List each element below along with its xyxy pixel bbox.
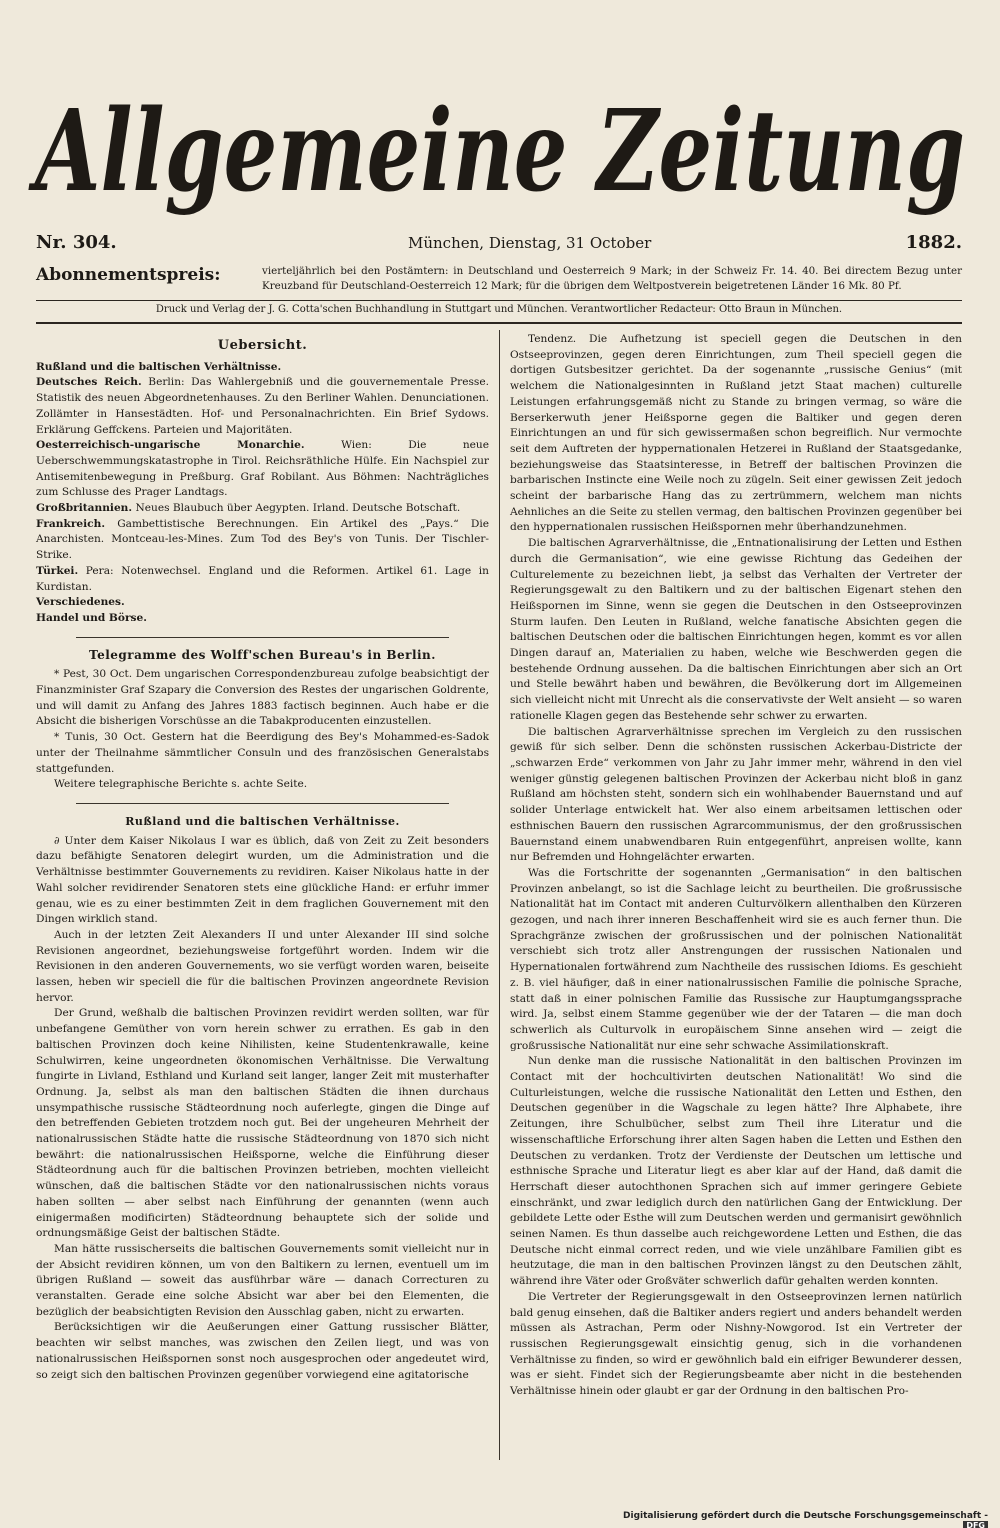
overview-item-text: Gambettistische Berechnungen. Ein Artikel des „Pays.“ Die Anarchisten. Montceau-les-Mines. Zum Tod des Bey's von Tunis. Der Tischler-Strike.: [36, 517, 490, 562]
telegram-heading: Telegramme des Wolff'schen Bureau's in Berlin.: [89, 647, 436, 662]
overview-item: [36, 564, 489, 595]
article-paragraph: Die baltischen Agrarverhältnisse sprechen im Vergleich zu den russischen gewiß für sich selber. Denn die schönsten russischen Ackerbau-Districte der „schwarzen Erde“ verkommen von Jahr zu Jahr immer mehr, während in den viel weniger günstig gelegenen baltischen Provinzen der Ackerbau nicht bloß in ganz Rußland am höchsten steht, sondern sich ein wohlhabender Bauernstand und auf solider Unterlage entwickelt hat. Wer also einem arbeitsamen lettischen oder esthnischen Bauern den russischen Agrarcommunismus, der den großrussischen Bauernstand einem unabwendbaren Ruin entgegenführt, anpreisen wollte, kann nur Befremden und Hohngelächter erwarten.: [510, 725, 962, 864]
overview-item-section: Frankreich.: [36, 517, 106, 530]
article-body: [36, 834, 489, 1384]
overview-item: [36, 438, 489, 501]
issue-number: Nr. 304.: [36, 232, 117, 253]
column-divider: [499, 330, 500, 1460]
divider: [76, 803, 449, 804]
article-paragraph: Man hätte russischerseits die baltischen Gouvernements somit vielleicht nur in der Absicht revidiren können, um von den Baltikern zu lernen, eventuell um im übrigen Rußland — soweit das ausführbar wäre — danach Correcturen zu veranstalten. Gerade eine solche Absicht war aber bei den Elementen, die bezüglich der beabsichtigten Revision den Ausschlag gaben, nicht zu erwarten.: [36, 1242, 489, 1318]
footer-credit-text: Digitalisierung gefördert durch die Deutsche Forschungsgemeinschaft -: [623, 1511, 988, 1521]
telegram-paragraph: Weitere telegraphische Berichte s. achte Seite.: [54, 778, 308, 791]
article-heading: Rußland und die baltischen Verhältnisse.: [125, 814, 400, 828]
article-paragraph: Berücksichtigen wir die Aeußerungen einer Gattung russischer Blätter, beachten wir selbst manches, was zwischen den Zeilen liegt, und was von nationalrussischen Heißspornen sonst noch ausgesprochen oder angedeutet wird, so zeigt sich den baltischen Provinzen gegenüber vorwiegend eine agitatorische: [36, 1321, 489, 1381]
overview-item-section: Rußland und die baltischen Verhältnisse.: [36, 360, 282, 373]
rule-top: [36, 300, 962, 301]
overview-list: [36, 360, 489, 627]
masthead-title: [20, 30, 980, 220]
overview-item-section: Verschiedenes.: [36, 596, 125, 609]
divider: [76, 637, 449, 638]
masthead-title-text: Allgemeine Zeitung: [28, 86, 966, 217]
overview-item-text: Neues Blaubuch über Aegypten. Irland. Deutsche Botschaft.: [135, 502, 461, 515]
overview-item-text: Wien: Die neue Ueberschwemmungskatastrophe in Tirol. Reichsräthliche Hülfe. Ein Nachspiel zur Antisemitenbewegung in Preßburg. Graf Robilant. Aus Böhmen: Nachträgliches zum Schlusse des Prager Landtags.: [36, 439, 490, 499]
overview-item: [36, 360, 489, 376]
overview-heading: Uebersicht.: [217, 338, 308, 353]
place-date: München, Dienstag, 31 October: [408, 234, 652, 252]
article-paragraph: Auch in der letzten Zeit Alexanders II und unter Alexander III sind solche Revisionen angeordnet, beziehungsweise fortgeführt worden. Indem wir die Revisionen in den anderen Gouvernements, wo sie verfügt worden waren, beiseite lassen, heben wir speciell die für die baltischen Provinzen angeordnete Revision hervor.: [36, 928, 489, 1004]
article-paragraph: Die baltischen Agrarverhältnisse, die „Entnationalisirung der Letten und Esthen durch die Germanisation“, wie eine gewisse Richtung das Gedeihen der Culturelemente zu bezeichnen liebt, ja selbst das Verhalten der Vertreter der Regierungsgewalt zu den Baltikern und zu der baltischen Eigenart stehen den Heißspornen im Sinne, wenn sie gegen die Deutschen in den Ostseeprovinzen Sturm laufen. Den Leuten in Rußland, welche fanatische Absichten gegen die baltischen Deutschen oder die baltischen Einrichtungen hegen, kommt es vor allen Dingen darauf an, Materialien zu haben, welche wie Beschwerden gegen die bestehende Ordnung aussehen. Da die baltischen Einrichtungen aber sich an Ort und Stelle bewährt haben und bewähren, die Bevölkerung dort im Allgemeinen sich vielleicht nicht mit Unrecht als die conservativste der Welt ansieht — so waren rationelle Klagen gegen das Bestehende sehr schwer zu erwarten.: [510, 537, 962, 722]
right-column: [510, 332, 962, 1400]
article-continuation: [510, 332, 962, 1400]
article-paragraph: Tendenz. Die Aufhetzung ist speciell gegen die Deutschen in den Ostseeprovinzen, gegen deren Einrichtungen, zum Theil speciell gegen die dortigen Gutsbesitzer gerichtet. Da der sogenannte „russische Genius“ (mit welchem die Nationalgesinnten in Rußland jetzt Staat machen) culturelle Leistungen erfahrungsgemäß nicht zu Stande zu bringen vermag, so wäre die Berserkerwuth jener Heißsporne gegen die Baltiker und gegen deren Einrichtungen an und für sich gewissermaßen schon begreiflich. Nur vermochte seit dem Auftreten der hyppernationalen Hetzerei in Rußland der Staatsgedanke, beziehungsweise das Staatsinteresse, in Betreff der baltischen Provinzen die barbarischen Instincte eine Weile noch zu zügeln. Seit einer gewissen Zeit jedoch scheint der barbarische Hang das zu zertrümmern, welchem man nichts Aehnliches an die Seite zu stellen vermag, den baltischen Provinzen gegenüber bei den hyppernationalen russischen Heißspornen mehr überhandzunehmen.: [510, 333, 962, 534]
subscription-text: vierteljährlich bei den Postämtern: in Deutschland und Oesterreich 9 Mark; in der Schweiz Fr. 14. 40. Bei directem Bezug unter Kreuzband für Deutschland-Oesterreich 12 Mark; für die übrigen dem Weltpostverein beigetretenen Länder 16 Mk. 80 Pf.: [262, 265, 962, 292]
overview-item-section: Deutsches Reich.: [36, 376, 142, 389]
overview-item: [36, 517, 489, 564]
overview-item: [36, 611, 489, 627]
overview-item-section: Oesterreichisch-ungarische Monarchie.: [36, 439, 305, 452]
overview-item-section: Großbritannien.: [36, 502, 133, 515]
overview-item-text: Pera: Notenwechsel. England und die Reformen. Artikel 61. Lage in Kurdistan.: [36, 564, 489, 593]
article-paragraph: Der Grund, weßhalb die baltischen Provinzen revidirt werden sollten, war für unbefangene Gemüther von vorn herein schwer zu errathen. Es gab in den baltischen Provinzen doch keine Nihilisten, keine Studentenkrawalle, keine Schulwirren, keine ungeordneten ökonomischen Verhältnisse. Die Verwaltung fungirte in Livland, Esthland und Kurland seit langer, langer Zeit mit musterhafter Ordnung. Ja, selbst als man den baltischen Städten die ihnen durchaus unsympathische russische Städteordnung noch auferlegte, gingen die Dinge auf den betreffenden Gebieten trotzdem noch gut. Bei der ungeheuren Mehrheit der nationalrussischen Städte hatte die russische Städteordnung von 1870 sich nicht bewährt: die nationalrussischen Heißsporne, welche die Einführung dieser Städteordnung auch für die baltischen Provinzen betrieben, mochten vielleicht wünschen, daß die baltischen Städte vor den nationalrussischen nichts voraus haben sollten — aber selbst nach Einführung der genannten (wenn auch einigermaßen modificirten) Städteordnung behauptete sich der solide und ordnungsmäßige Geist der baltischen Städte.: [36, 1007, 489, 1240]
article-paragraph: ∂ Unter dem Kaiser Nikolaus I war es üblich, daß von Zeit zu Zeit besonders dazu befähigte Senatoren delegirt wurden, um die Administration und die Verhältnisse bestimmter Gouvernements zu revidiren. Kaiser Nikolaus hatte in der Wahl solcher revidirender Senatoren stets eine glückliche Hand: er erfuhr immer genau, wie es zu einer bestimmten Zeit in dem fraglichen Gouvernement mit den Dingen wirklich stand.: [36, 834, 489, 926]
telegram-paragraph: * Pest, 30 Oct. Dem ungarischen Correspondenzbureau zufolge beabsichtigt der Finanzminister Graf Szapary die Conversion des Restes der ungarischen Goldrente, und will damit zu Anfang des Jahres 1883 factisch beginnen. Auch habe er die Absicht die bisherigen Vorschüsse an die Tabakproducenten einzustellen.: [36, 668, 489, 728]
issue-year: 1882.: [905, 232, 962, 253]
footer-credit: [608, 1511, 988, 1528]
masthead: [20, 30, 980, 220]
subscription-block: [36, 264, 962, 300]
overview-item: [36, 595, 489, 611]
subscription-label: Abonnementspreis:: [36, 265, 221, 285]
overview-item-section: Handel und Börse.: [36, 611, 147, 624]
rule-bottom: [36, 322, 962, 324]
dfg-logo: DFG: [963, 1521, 988, 1528]
dateline: [36, 232, 962, 256]
left-column: [36, 338, 489, 1383]
article-paragraph: Die Vertreter der Regierungsgewalt in den Ostseeprovinzen lernen natürlich bald genug einsehen, daß die Baltiker anders regiert und anders behandelt werden müssen als Astrachan, Perm oder Nishny-Nowgorod. Ist ein Vertreter der russischen Regierungsgewalt einsichtig genug, sich in die vorhandenen Verhältnisse zu finden, so wird er gewöhnlich bald ein eifriger Bewunderer dessen, was er sieht. Findet sich der Regierungsbeamte aber nicht in die bestehenden Verhältnisse hinein oder glaubt er gar der Ordnung in den baltischen Pro-: [510, 1290, 962, 1398]
overview-item-text: Berlin: Das Wahlergebniß und die gouvernementale Presse. Statistik des neuen Abgeordnetenhauses. Zu den Berliner Wahlen. Denunciationen. Zollämter in Hansestädten. Hof- und Personalnachrichten. Ein Brief Sydows. Erklärung Geffckens. Parteien und Majoritäten.: [36, 376, 489, 436]
telegram-list: [36, 667, 489, 793]
overview-item: [36, 375, 489, 438]
article-paragraph: Nun denke man die russische Nationalität in den baltischen Provinzen im Contact mit der hochcultivirten deutschen Nationalität! Wo sind die Culturleistungen, welche die russische Nationalität den Letten und Esthen, den Deutschen gegenüber in die Wagschale zu legen hätte? Ihre Alphabete, ihre Zeitungen, ihre Schulbücher, selbst zum Theil ihre Literatur und die wissenschaftliche Erforschung ihrer alten Sagen haben die Letten und Esthen den Deutschen zu verdanken. Trotz der Verdienste der Deutschen um lettische und esthnische Sprache und Literatur liegt es aber klar auf der Hand, daß damit die Herrschaft dieser autochthonen Sprachen sich auf immer geringere Gebiete einschränkt, und zwar lediglich durch den natürlichen Gang der Entwicklung. Der gebildete Lette oder Esthe will zum Deutschen werden und germanisirt gewöhnlich seinen Namen. Es thun dasselbe auch reichgewordene Letten und Esthen, die das Deutsche nicht einmal correct reden, und wie viele unzählbare Familien gibt es heutzutage, die man in den baltischen Provinzen längst zu den Deutschen zählt, während ihre Väter oder Großväter schwerlich dafür gehalten werden konnten.: [510, 1055, 962, 1288]
printer-line: Druck und Verlag der J. G. Cotta'schen Buchhandlung in Stuttgart und München. Verantwortlicher Redacteur: Otto Braun in München.: [155, 304, 843, 315]
telegram-paragraph: * Tunis, 30 Oct. Gestern hat die Beerdigung des Bey's Mohammed-es-Sadok unter der Theilnahme sämmtlicher Consuln und des französischen Generalstabs stattgefunden.: [36, 731, 489, 775]
overview-item-section: Türkei.: [36, 564, 79, 577]
overview-item: [36, 501, 489, 517]
article-paragraph: Was die Fortschritte der sogenannten „Germanisation“ in den baltischen Provinzen anbelangt, so ist die Sachlage leicht zu beurtheilen. Die großrussische Nationalität hat im Contact mit anderen Culturvölkern allenthalben den Kürzeren gezogen, und nach ihrer inneren Beschaffenheit wird sie es auch ferner thun. Die Sprachgränze zwischen der großrussischen und der polnischen Nationalität verschiebt sich trotz aller Anstrengungen der russischen Nationalen und Hypernationalen fortwährend zum Nachtheile des russischen Idioms. Es geschieht z. B. viel häufiger, daß in einer nationalrussischen Familie die polnische Sprache, statt daß in einer polnischen Familie das Russische zur Hauptumgangssprache wird. Ja, selbst einem Stamme gegenüber wie der der Tataren — die man doch schwerlich als Culturvolk in europäischem Sinne ansehen wird — zeigt die großrussische Nationalität nur eine sehr schwache Assimilationskraft.: [510, 866, 962, 1052]
